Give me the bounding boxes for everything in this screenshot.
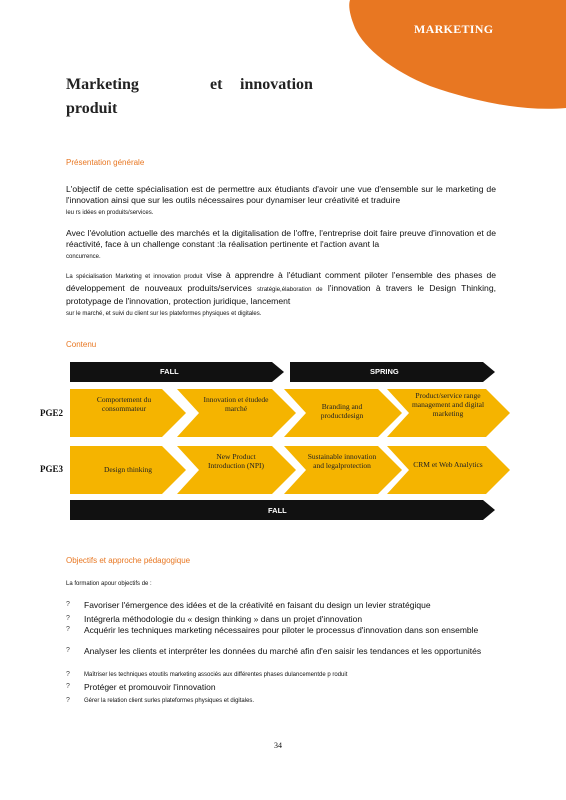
bullet-icon: ? bbox=[66, 626, 70, 633]
pge2-course-4: Product/service range management and digital marketing bbox=[411, 391, 485, 418]
pge3-chevron-4 bbox=[387, 446, 510, 494]
paragraph-3-small-a: La spécialisation Marketing et innovation produit bbox=[66, 274, 203, 280]
header-label: MARKETING bbox=[414, 22, 494, 36]
row-label-pge2: PGE2 bbox=[40, 408, 64, 418]
paragraph-3-small-c: sur le marché, et suivi du client sur les plateformes physiques et digitales. bbox=[66, 311, 262, 317]
bullet-icon: ? bbox=[66, 601, 70, 608]
row-label-pge3: PGE3 bbox=[40, 464, 64, 474]
objective-item-6 bbox=[66, 682, 506, 692]
bullet-icon: ? bbox=[66, 671, 70, 678]
pge2-course-1: Comportement du consommateur bbox=[96, 395, 152, 413]
paragraph-3-small-b: stratégie,élaboration de bbox=[257, 287, 323, 293]
section-heading-contenu: Contenu bbox=[66, 340, 97, 349]
objectives-intro-text: La formation apour objectifs de : bbox=[66, 581, 152, 587]
pge3-course-2: New Product Introduction (NPI) bbox=[207, 452, 265, 470]
bullet-icon: ? bbox=[66, 647, 70, 654]
paragraph-3-text-b: l'innovation à travers le Design Thinking, prototypage de l'innovation, protection juridique, lancement bbox=[66, 283, 496, 306]
section-heading-presentation: Présentation générale bbox=[66, 158, 145, 167]
paragraph-2-text: Avec l'évolution actuelle des marchés et la digitalisation de l'offre, l'entreprise doit faire preuve d'innovation et de réactivité, face à un challenge constant :la réalisation pertinente et l'action avant la bbox=[66, 228, 496, 249]
objective-text-7: Gérer la relation client surles plateformes physiques et digitales. bbox=[84, 698, 255, 704]
pge3-course-3: Sustainable innovation and legalprotection bbox=[307, 452, 377, 470]
objective-text-5: Maîtriser les techniques etoutils marketing associés aux différentes phases dulancementde p roduit bbox=[84, 672, 348, 678]
fall-bottom-label: FALL bbox=[268, 506, 287, 515]
objective-text-1: Favoriser l'émergence des idées et de la créativité en faisant du design un levier stratégique bbox=[84, 600, 431, 610]
section-heading-objectifs: Objectifs et approche pédagogique bbox=[66, 556, 191, 565]
pge2-course-3: Branding and productdesign bbox=[320, 402, 364, 420]
objective-text-2: Intégrerla méthodologie du « design thinking » dans un projet d'innovation bbox=[84, 614, 363, 624]
objective-item-3 bbox=[66, 625, 506, 635]
paragraph-2-small: concurrence. bbox=[66, 254, 101, 260]
objective-text-3: Acquérir les techniques marketing nécessaires pour piloter le processus d'innovation dans son ensemble bbox=[84, 625, 479, 635]
objective-item-2 bbox=[66, 614, 506, 624]
page-number: 34 bbox=[274, 741, 282, 750]
bullet-icon: ? bbox=[66, 683, 70, 690]
paragraph-1-text: L'objectif de cette spécialisation est de permettre aux étudiants d'avoir une vue d'ensemble sur le marketing de l'innovation ainsi que sur les outils nécessaires pour dynamiser leur créativité et traduire bbox=[66, 184, 496, 205]
objective-item-1 bbox=[66, 600, 506, 610]
objective-item-4 bbox=[66, 646, 506, 656]
paragraph-1-small: leu rs idées en produits/services. bbox=[66, 210, 154, 216]
objective-text-6: Protéger et promouvoir l'innovation bbox=[84, 682, 216, 692]
spring-top-label: SPRING bbox=[370, 367, 399, 376]
title-word-4: produit bbox=[66, 100, 118, 117]
pge2-course-2: Innovation et étudede marché bbox=[203, 395, 269, 413]
objectives-intro bbox=[66, 579, 506, 589]
title-word-3: innovation bbox=[240, 76, 313, 93]
pge3-course-1: Design thinking bbox=[103, 465, 153, 474]
pge3-course-4: CRM et Web Analytics bbox=[413, 460, 483, 469]
bullet-icon: ? bbox=[66, 697, 70, 704]
bullet-icon: ? bbox=[66, 615, 70, 622]
title-word-1: Marketing bbox=[66, 76, 139, 93]
fall-top-label: FALL bbox=[160, 367, 179, 376]
objective-item-5 bbox=[66, 670, 506, 680]
paragraph-3-text-a: vise à apprendre à l'étudiant comment piloter l'ensemble des phases de développement de nouveaux produits/services bbox=[66, 270, 497, 293]
title-word-2: et bbox=[210, 76, 223, 93]
objective-item-7 bbox=[66, 696, 506, 706]
objective-text-4: Analyser les clients et interpréter les données du marché afin d'en saisir les tendances et les opportunités bbox=[84, 646, 482, 656]
